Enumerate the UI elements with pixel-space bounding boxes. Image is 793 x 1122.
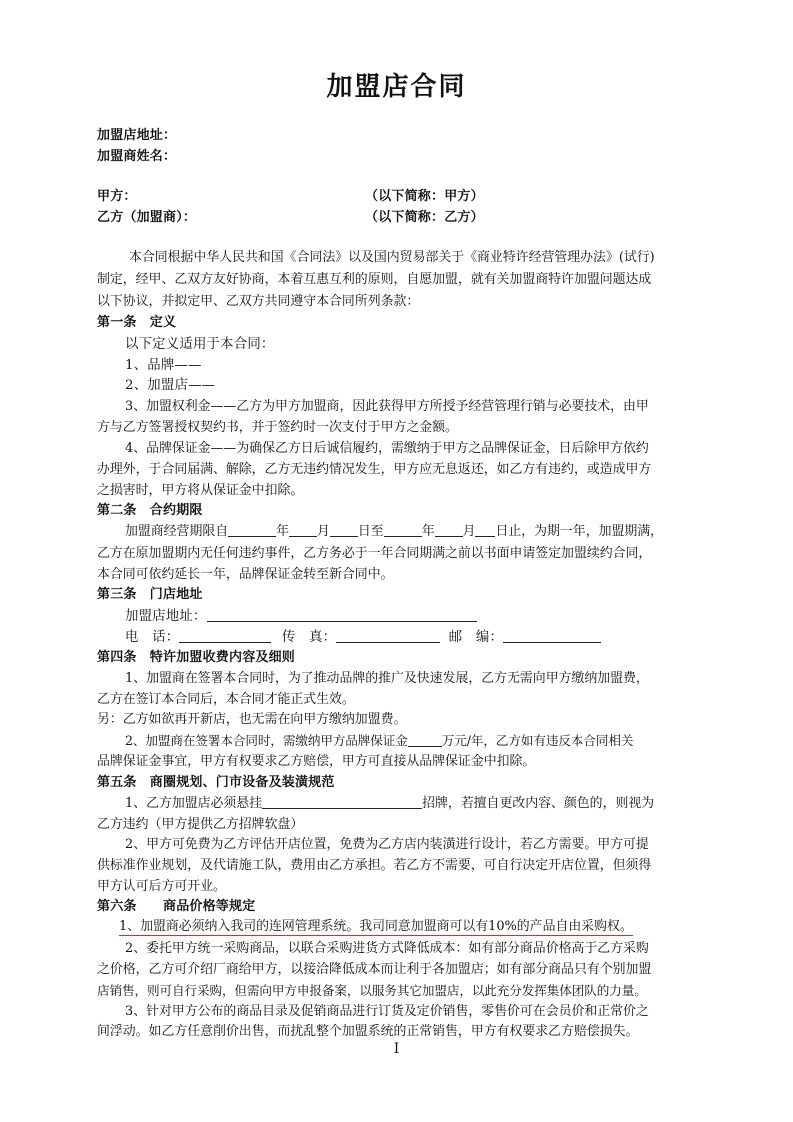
article-6-p2: 2、委托甲方统一采购商品，以联合采购进货方式降低成本：如有部分商品价格高于乙方采购 bbox=[125, 941, 649, 956]
start-day-blank[interactable] bbox=[330, 522, 358, 537]
fax-label: 传 真： bbox=[281, 630, 337, 645]
term-text: 年 bbox=[276, 524, 290, 539]
deposit-text: 万元/年，乙方如有违反本合同相关 bbox=[441, 733, 634, 748]
term-text: 月 bbox=[462, 524, 476, 539]
start-month-blank[interactable] bbox=[289, 522, 317, 537]
article-4-p1: 1、加盟商在签署本合同时，为了推动品牌的推广及快速发展，乙方无需向甲方缴纳加盟费， bbox=[125, 671, 649, 686]
end-day-blank[interactable] bbox=[475, 522, 495, 537]
fax-field[interactable] bbox=[336, 628, 440, 643]
article-2-line: 乙方在原加盟期内无任何违约事件，乙方务必于一年合同期满之前以书面申请签定加盟续约合同， bbox=[97, 546, 652, 561]
article-5-p1-cont: 乙方违约（甲方提供乙方招牌软盘） bbox=[97, 817, 304, 832]
article-2-heading: 第二条 合约期限 bbox=[97, 503, 203, 518]
article-4-heading: 第四条 特许加盟收费内容及细则 bbox=[97, 650, 296, 665]
deposit-text: 2、加盟商在签署本合同时，需缴纳甲方品牌保证金 bbox=[125, 733, 408, 748]
article-6-p2-cont: 之价格，乙方可介绍厂商给甲方，以接洽降低成本而让利于各加盟店；如有部分商品只有个别加盟 bbox=[97, 962, 652, 977]
article-4-p1-cont: 乙方在签订本合同后，本合同才能正式生效。 bbox=[97, 692, 355, 707]
signage-text: 招牌，若擅自更改内容、颜色的，则视为 bbox=[422, 796, 655, 811]
signage-name-blank[interactable] bbox=[262, 794, 422, 809]
article-1-item-3-cont: 方与乙方签署授权契约书，并于签约时一次支付于甲方之金额。 bbox=[97, 420, 458, 435]
article-4-note: 另：乙方如欲再开新店，也无需在向甲方缴纳加盟费。 bbox=[97, 712, 407, 727]
end-year-blank[interactable] bbox=[384, 522, 422, 537]
contact-row bbox=[97, 628, 725, 648]
preamble-line: 以下协议，并拟定甲、乙双方共同遵守本合同所列条款： bbox=[97, 294, 420, 309]
article-6-p2-cont: 店销售，则可自行采购，但需向甲方申报备案，以服务其它加盟店，以此充分发挥集体团队的力量。 bbox=[97, 983, 647, 998]
page-number: I bbox=[393, 1041, 400, 1057]
store-address-field-label: 加盟店地址： bbox=[125, 609, 207, 624]
article-6-p3-cont: 间浮动。如乙方任意削价出售，而扰乱整个加盟系统的正常销售，甲方有权要求乙方赔偿损失。 bbox=[97, 1024, 639, 1039]
article-6-heading: 第六条 商品价格等规定 bbox=[97, 899, 256, 914]
deposit-amount-blank[interactable] bbox=[408, 732, 442, 747]
preamble-line: 本合同根据中华人民共和国《合同法》以及国内贸易部关于《商业特许经营管理办法》(试行) bbox=[129, 250, 655, 265]
article-1-heading: 第一条 定义 bbox=[97, 315, 177, 330]
article-1-item-1: 1、品牌—— bbox=[125, 358, 202, 373]
article-1-item-2: 2、加盟店—— bbox=[125, 378, 216, 393]
article-1-item-4-cont: 办理外，于合同届满、解除，乙方无违约情况发生，甲方应无息返还，如乙方有违约，或造成甲方 bbox=[97, 462, 652, 477]
party-b-row bbox=[97, 208, 697, 228]
term-text: 日止，为期一年，加盟期满， bbox=[495, 524, 664, 539]
article-2-term-line bbox=[97, 522, 725, 542]
franchisee-name-label: 加盟商姓名： bbox=[97, 149, 177, 164]
party-a-label: 甲方： bbox=[97, 189, 137, 204]
article-6-p3: 3、针对甲方公布的商品目录及促销商品进行订货及定价销售，零售价可在会员价和正常价之 bbox=[125, 1004, 649, 1019]
postcode-label: 邮 编： bbox=[448, 630, 504, 645]
term-text: 日至 bbox=[357, 524, 384, 539]
start-year-blank[interactable] bbox=[228, 522, 276, 537]
party-a-row bbox=[97, 187, 697, 207]
store-address-label: 加盟店地址： bbox=[97, 128, 177, 143]
article-5-p1 bbox=[97, 794, 725, 814]
article-1-intro: 以下定义适用于本合同： bbox=[125, 337, 275, 352]
article-1-item-3: 3、加盟权利金——乙方为甲方加盟商，因此获得甲方所授予经营管理行销与必要技术，由甲 bbox=[125, 399, 649, 414]
article-4-p2 bbox=[97, 731, 725, 751]
document-title: 加盟店合同 bbox=[326, 72, 467, 102]
phone-field[interactable] bbox=[179, 628, 271, 643]
article-5-p2-cont: 甲方认可后方可开业。 bbox=[97, 879, 226, 894]
article-5-p2: 2、甲方可免费为乙方评估开店位置，免费为乙方店内装潢进行设计，若乙方需要。甲方可提 bbox=[125, 837, 649, 852]
term-text: 加盟商经营期限自 bbox=[125, 524, 229, 539]
term-text: 年 bbox=[421, 524, 435, 539]
article-5-p2-cont: 供标准作业规划，及代请施工队，费用由乙方承担。若乙方不需要，可自行决定开店位置，但须得 bbox=[97, 858, 652, 873]
end-month-blank[interactable] bbox=[435, 522, 463, 537]
postcode-field[interactable] bbox=[503, 628, 601, 643]
party-b-alias: （以下简称：乙方） bbox=[365, 210, 484, 225]
article-5-heading: 第五条 商圈规划、门市设备及装潢规范 bbox=[97, 775, 335, 790]
article-3-heading: 第三条 门店地址 bbox=[97, 587, 203, 602]
article-1-item-4: 4、品牌保证金——为确保乙方日后诚信履约，需缴纳于甲方之品牌保证金，日后除甲方依约 bbox=[125, 441, 649, 456]
party-b-label: 乙方（加盟商）： bbox=[97, 210, 197, 225]
article-1-item-4-cont: 之损害时，甲方将从保证金中扣除。 bbox=[97, 483, 304, 498]
article-2-line: 本合同可依约延长一年，品牌保证金转至新合同中。 bbox=[97, 567, 394, 582]
store-address-field[interactable] bbox=[207, 607, 477, 622]
phone-label: 电 话： bbox=[125, 630, 180, 645]
signage-text: 1、乙方加盟店必须悬挂 bbox=[125, 796, 263, 811]
store-address-row bbox=[97, 607, 725, 627]
party-a-alias: （以下简称：甲方） bbox=[365, 189, 484, 204]
preamble-line: 制定，经甲、乙双方友好协商，本着互惠互利的原则，自愿加盟，就有关加盟商特许加盟问题达成 bbox=[97, 272, 652, 287]
article-6-p1 bbox=[97, 917, 719, 937]
term-text: 月 bbox=[317, 524, 330, 539]
article-6-p1-text: 1、加盟商必须纳入我司的连网管理系统。我司同意加盟商可以有10%的产品自由采购权。 bbox=[119, 919, 633, 934]
article-4-p2-cont: 品牌保证金事宜，甲方有权要求乙方赔偿，甲方可直接从品牌保证金中扣除。 bbox=[97, 754, 536, 769]
